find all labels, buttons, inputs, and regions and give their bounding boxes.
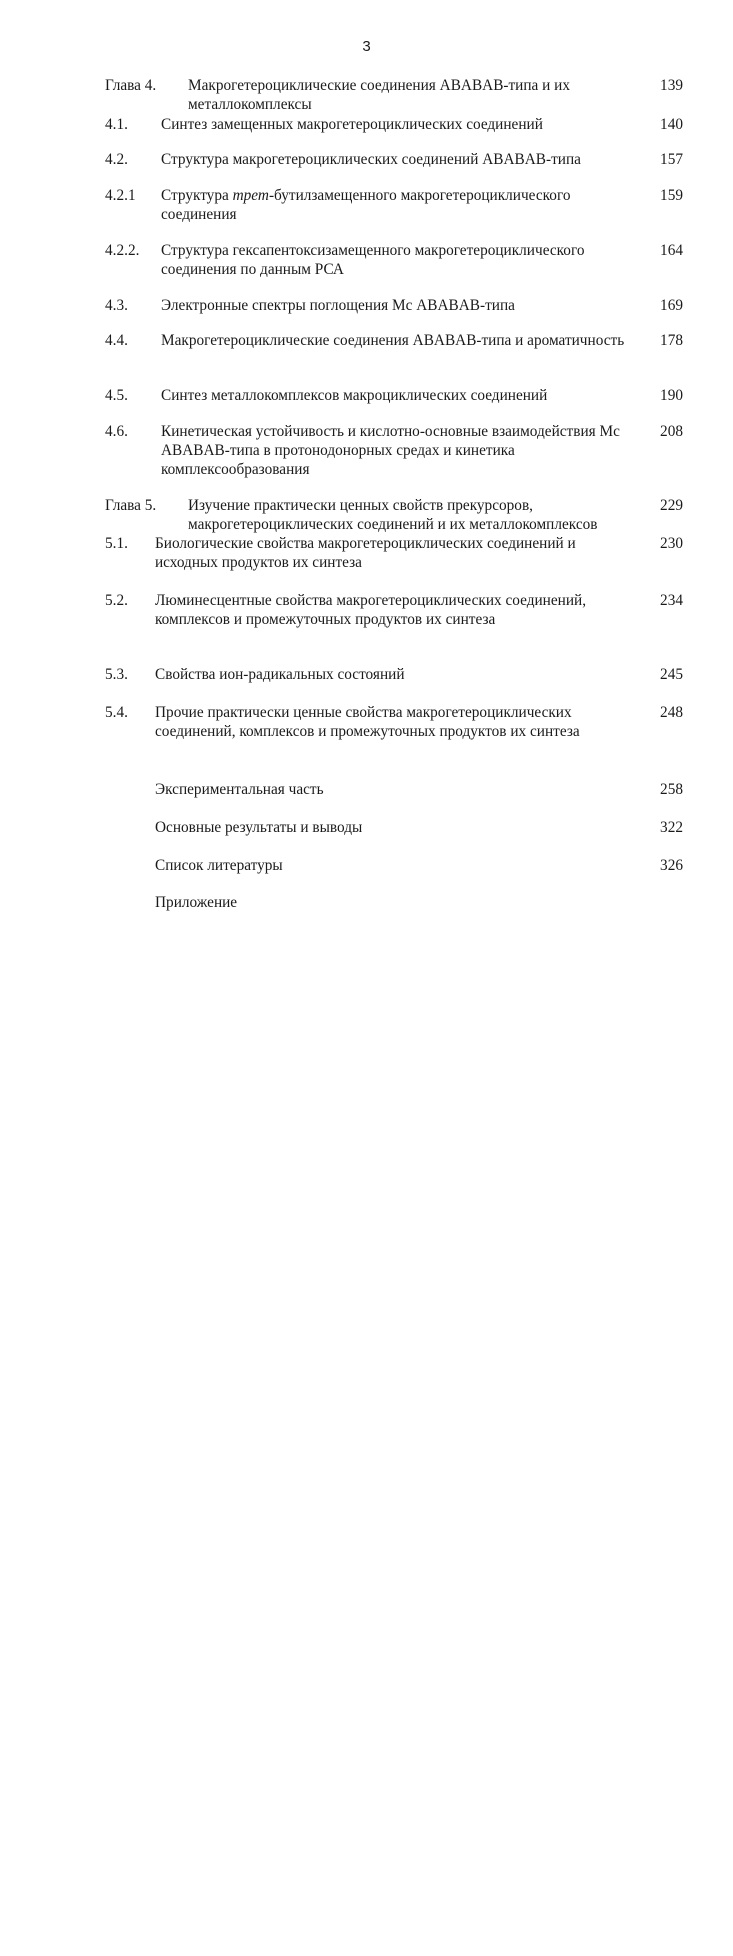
toc-entry-number: 5.1. [105, 535, 128, 552]
toc-entry-page: 140 [660, 116, 683, 133]
toc-entry-title: Экспериментальная часть [155, 781, 324, 798]
page-number: 3 [362, 38, 371, 55]
toc-entry-title: Кинетическая устойчивость и кислотно-основные взаимодействия Мс ABABAB-типа в протонодонорных средах и кинетика комплексообразования [161, 423, 620, 478]
toc-entry-page: 208 [660, 423, 683, 440]
toc-entry-number: 4.6. [105, 423, 128, 440]
toc-entry-title: Биологические свойства макрогетероциклических соединений и исходных продуктов их синтеза [155, 535, 576, 571]
toc-entry-page: 245 [660, 666, 683, 683]
toc-entry-title: Прочие практически ценные свойства макрогетероциклических соединений, комплексов и промежуточных продуктов их синтеза [155, 704, 580, 740]
toc-entry-number: 4.5. [105, 387, 128, 404]
toc-entry-number: 4.2.2. [105, 242, 140, 259]
toc-entry-title: Структура гексапентоксизамещенного макрогетероциклического соединения по данным РСА [161, 242, 585, 278]
toc-entry-title: Структура макрогетероциклических соединений ABABAB-типа [161, 151, 581, 168]
toc-entry-title: Свойства ион-радикальных состояний [155, 666, 405, 683]
toc-entry-page: 164 [660, 242, 683, 259]
toc-entry-number: 4.2. [105, 151, 128, 168]
toc-entry-title: Приложение [155, 894, 238, 911]
toc-entry-title-prefix: Структура [161, 187, 233, 204]
toc-entry-number: 4.2.1 [105, 187, 136, 204]
toc-entry-title: Люминесцентные свойства макрогетероциклических соединений, комплексов и промежуточных продуктов их синтеза [155, 592, 587, 628]
toc-entry-page: 159 [660, 187, 683, 204]
toc-entry-title: Синтез металлокомплексов макроциклических соединений [161, 387, 548, 404]
toc-entry-page: 248 [660, 704, 683, 721]
toc-entry-page: 234 [660, 592, 683, 609]
toc-entry-title: Макрогетероциклические соединения ABABAB-типа и ароматичность [161, 332, 625, 349]
toc-entry-page: 229 [660, 497, 683, 514]
toc-entry-title: Макрогетероциклические соединения ABABAB-типа и их металлокомплексы [188, 77, 571, 113]
toc-entry-title: Электронные спектры поглощения Мс ABABAB-типа [161, 297, 515, 314]
toc-entry-title: Синтез замещенных макрогетероциклических соединений [161, 116, 543, 133]
toc-entry-title-suffix: -бутилзамещенного макрогетероциклического соединения [161, 187, 571, 223]
toc-entry-title: Основные результаты и выводы [155, 819, 363, 836]
toc-entry-page: 169 [660, 297, 683, 314]
toc-entry-page: 190 [660, 387, 683, 404]
toc-entry-page: 258 [660, 781, 683, 798]
toc-entry-title: Изучение практически ценных свойств прекурсоров, макрогетероциклических соединений и их металлокомплексов [188, 497, 598, 533]
toc-entry-page: 326 [660, 857, 683, 874]
toc-entry-number: 5.4. [105, 704, 128, 721]
toc-entry-page: 178 [660, 332, 683, 349]
toc-entry-number: 4.3. [105, 297, 128, 314]
toc-entry-number: 5.2. [105, 592, 128, 609]
toc-entry-number: 4.4. [105, 332, 128, 349]
toc-entry-page: 230 [660, 535, 683, 552]
toc-entry-title-italic: трет [232, 187, 269, 204]
toc-entry-number: Глава 5. [105, 497, 157, 514]
toc-entry-number: 5.3. [105, 666, 128, 683]
toc-entry-number: 4.1. [105, 116, 128, 133]
toc-entry-page: 157 [660, 151, 683, 168]
toc-entry-title: Список литературы [155, 857, 283, 874]
toc-entry-page: 139 [660, 77, 683, 94]
toc-entry-number: Глава 4. [105, 77, 157, 94]
toc-entry-page: 322 [660, 819, 683, 836]
